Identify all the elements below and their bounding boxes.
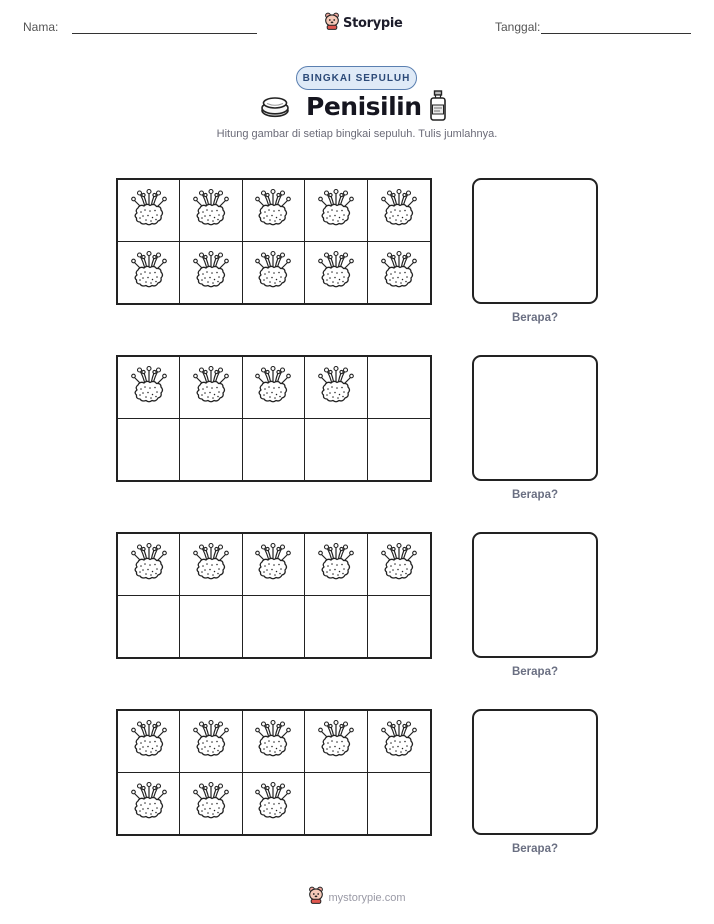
ten-frame-cell bbox=[305, 180, 367, 242]
ten-frame-cell bbox=[243, 711, 305, 773]
penicillin-mold-icon bbox=[254, 780, 292, 827]
answer-label: Berapa? bbox=[511, 489, 559, 501]
ten-frame-cell bbox=[368, 357, 430, 419]
ten-frame-cell bbox=[243, 357, 305, 419]
penicillin-mold-icon bbox=[192, 718, 230, 765]
penicillin-mold-icon bbox=[254, 541, 292, 588]
penicillin-mold-icon bbox=[380, 249, 418, 296]
ten-frame-cell bbox=[368, 711, 430, 773]
ten-frame-cell bbox=[180, 242, 242, 304]
ten-frame-cell bbox=[368, 180, 430, 242]
penicillin-mold-icon bbox=[317, 249, 355, 296]
ten-frame-cell bbox=[368, 534, 430, 596]
ten-frame-cell bbox=[243, 534, 305, 596]
penicillin-mold-icon bbox=[380, 187, 418, 234]
answer-box[interactable] bbox=[472, 532, 598, 658]
worksheet-title: Penisilin bbox=[306, 92, 422, 121]
answer-label: Berapa? bbox=[511, 312, 559, 324]
date-line[interactable] bbox=[541, 33, 691, 34]
answer-label: Berapa? bbox=[511, 666, 559, 678]
ten-frame-cell bbox=[305, 357, 367, 419]
ten-frame-cell bbox=[180, 534, 242, 596]
penicillin-mold-icon bbox=[130, 780, 168, 827]
title-row bbox=[0, 90, 714, 124]
ten-frame-cell bbox=[118, 773, 180, 835]
penicillin-mold-icon bbox=[317, 364, 355, 411]
penicillin-mold-icon bbox=[317, 541, 355, 588]
brand-name: Storypie bbox=[343, 15, 403, 31]
penicillin-mold-icon bbox=[317, 718, 355, 765]
ten-frame-cell bbox=[118, 357, 180, 419]
ten-frame-cell bbox=[180, 711, 242, 773]
penicillin-mold-icon bbox=[254, 364, 292, 411]
brand-logo bbox=[324, 12, 403, 34]
ten-frame-cell bbox=[368, 419, 430, 481]
penicillin-mold-icon bbox=[130, 187, 168, 234]
instructions: Hitung gambar di setiap bingkai sepuluh. Tulis jumlahnya. bbox=[216, 128, 498, 140]
penicillin-mold-icon bbox=[192, 364, 230, 411]
penicillin-mold-icon bbox=[192, 249, 230, 296]
ten-frame-cell bbox=[305, 773, 367, 835]
date-label: Tanggal: bbox=[495, 20, 541, 34]
answer-box[interactable] bbox=[472, 355, 598, 481]
penicillin-mold-icon bbox=[254, 249, 292, 296]
ten-frame-cell bbox=[243, 242, 305, 304]
ten-frame-cell bbox=[305, 419, 367, 481]
ten-frame-cell bbox=[180, 357, 242, 419]
footer bbox=[0, 886, 714, 909]
ten-frame-cell bbox=[118, 596, 180, 658]
penicillin-mold-icon bbox=[130, 541, 168, 588]
ten-frame-cell bbox=[305, 711, 367, 773]
penicillin-mold-icon bbox=[380, 718, 418, 765]
ten-frame bbox=[116, 532, 432, 659]
penicillin-mold-icon bbox=[192, 780, 230, 827]
ten-frame-cell bbox=[305, 534, 367, 596]
ten-frame-cell bbox=[118, 711, 180, 773]
penicillin-mold-icon bbox=[130, 718, 168, 765]
ten-frame-cell bbox=[368, 773, 430, 835]
ten-frame-cell bbox=[243, 180, 305, 242]
ten-frame-cell bbox=[368, 242, 430, 304]
worksheet-badge: BINGKAI SEPULUH bbox=[296, 66, 417, 90]
ten-frame-cell bbox=[243, 773, 305, 835]
penicillin-mold-icon bbox=[192, 541, 230, 588]
penicillin-mold-icon bbox=[254, 187, 292, 234]
ten-frame-cell bbox=[118, 419, 180, 481]
penicillin-mold-icon bbox=[380, 541, 418, 588]
penicillin-mold-icon bbox=[317, 187, 355, 234]
ten-frame-cell bbox=[180, 419, 242, 481]
penicillin-mold-icon bbox=[192, 187, 230, 234]
ten-frame bbox=[116, 709, 432, 836]
medicine-vial-icon bbox=[428, 90, 448, 127]
ten-frame-cell bbox=[180, 773, 242, 835]
footer-site: mystorypie.com bbox=[328, 891, 406, 904]
petri-dish-icon bbox=[260, 95, 290, 124]
ten-frame bbox=[116, 178, 432, 305]
ten-frame-cell bbox=[118, 242, 180, 304]
ten-frame-cell bbox=[118, 180, 180, 242]
answer-label: Berapa? bbox=[511, 843, 559, 855]
storypie-mascot-icon bbox=[308, 886, 324, 909]
penicillin-mold-icon bbox=[130, 249, 168, 296]
answer-box[interactable] bbox=[472, 178, 598, 304]
ten-frame-cell bbox=[368, 596, 430, 658]
storypie-mascot-icon bbox=[324, 12, 340, 35]
ten-frame-cell bbox=[305, 242, 367, 304]
name-label: Nama: bbox=[23, 20, 59, 34]
penicillin-mold-icon bbox=[254, 718, 292, 765]
ten-frame-cell bbox=[243, 596, 305, 658]
ten-frame-cell bbox=[180, 180, 242, 242]
ten-frame-cell bbox=[180, 596, 242, 658]
ten-frame-cell bbox=[305, 596, 367, 658]
ten-frame bbox=[116, 355, 432, 482]
penicillin-mold-icon bbox=[130, 364, 168, 411]
ten-frame-cell bbox=[118, 534, 180, 596]
ten-frame-cell bbox=[243, 419, 305, 481]
answer-box[interactable] bbox=[472, 709, 598, 835]
name-line[interactable] bbox=[72, 33, 257, 34]
